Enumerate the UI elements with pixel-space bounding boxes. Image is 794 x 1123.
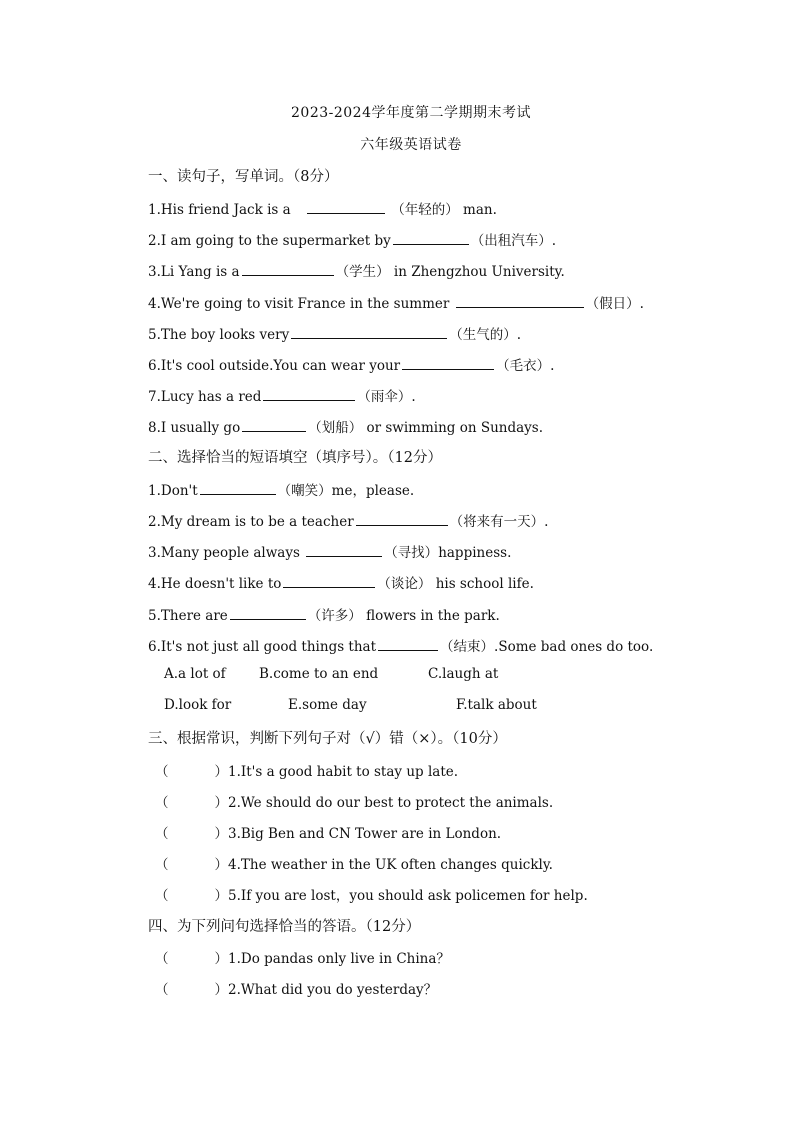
question-text: 1.It's a good habit to stay up late. (228, 764, 459, 780)
question-text: 5.The boy looks very (148, 327, 290, 343)
question-text: 4.We're going to visit France in the summer (148, 296, 450, 312)
answer-paren-close: ） (214, 795, 228, 811)
question-text: 3.Li Yang is a (148, 264, 240, 280)
option-c: C.laugh at (428, 666, 499, 682)
answer-paren-close: ） (214, 951, 228, 967)
s3-question-1 (155, 760, 458, 780)
question-text: 3.Many people always (148, 545, 300, 561)
s2-question-5 (148, 604, 500, 624)
answer-paren-close: ） (214, 857, 228, 873)
question-text: 6.It's cool outside.You can wear your (148, 358, 401, 374)
hint-text: （毛衣） (496, 358, 551, 374)
question-text: . (516, 327, 522, 343)
question-text: . (551, 233, 557, 249)
answer-paren-close: ） (214, 982, 228, 998)
answer-blank[interactable] (378, 636, 438, 651)
question-text: 5.If you are lost，you should ask policemen for help. (228, 888, 588, 904)
s1-question-7 (148, 385, 416, 405)
answer-blank[interactable] (283, 573, 375, 588)
s1-question-4 (148, 292, 644, 312)
answer-blank[interactable] (306, 542, 382, 557)
hint-text: （谈论） (377, 576, 432, 592)
answer-blank[interactable] (393, 230, 469, 245)
hint-text: （寻找） (384, 545, 439, 561)
answer-paren-open: （ (155, 982, 169, 998)
question-text: 4.The weather in the UK often changes quickly. (228, 857, 553, 873)
question-text: his school life. (435, 576, 534, 592)
answer-paren-open: （ (155, 951, 169, 967)
question-text: 5.There are (148, 608, 228, 624)
question-text: flowers in the park. (366, 608, 500, 624)
option-f: F.talk about (456, 697, 537, 713)
s3-question-3 (155, 822, 501, 842)
answer-blank[interactable] (456, 293, 584, 308)
answer-paren-close: ） (214, 888, 228, 904)
answer-blank[interactable] (356, 511, 448, 526)
answer-paren-close: ） (214, 826, 228, 842)
exam-subtitle: 六年级英语试卷 (360, 137, 462, 153)
option-d: D.look for (164, 697, 232, 713)
s1-question-8 (148, 416, 543, 436)
answer-paren-close: ） (214, 764, 228, 780)
question-text: .Some bad ones do too. (494, 639, 654, 655)
s3-question-5 (155, 884, 588, 904)
answer-paren-open: （ (155, 857, 169, 873)
question-text: 2.I am going to the supermarket by (148, 233, 391, 249)
answer-paren-open: （ (155, 826, 169, 842)
option-e: E.some day (288, 697, 367, 713)
answer-blank[interactable] (263, 386, 355, 401)
question-text: . (544, 514, 549, 530)
hint-text: （年轻的） (391, 202, 459, 218)
question-text: . (411, 389, 416, 405)
s3-question-2 (155, 791, 553, 811)
answer-blank[interactable] (307, 199, 385, 214)
s2-question-4 (148, 572, 534, 592)
s1-question-3 (148, 260, 565, 280)
section2-heading: 二、选择恰当的短语填空（填序号）。（12分） (148, 450, 442, 466)
s1-question-5 (148, 323, 521, 343)
question-text: in Zhengzhou University. (393, 264, 565, 280)
section3-heading: 三、根据常识，判断下列句子对（√）错（×）。（10分） (148, 731, 507, 747)
question-text: man. (463, 202, 497, 218)
hint-text: （嘲笑） (277, 483, 332, 499)
question-text: . (639, 296, 644, 312)
question-text: 2.We should do our best to protect the animals. (228, 795, 554, 811)
option-a: A.a lot of (164, 666, 226, 682)
answer-blank[interactable] (402, 355, 494, 370)
hint-text: （结束） (440, 639, 495, 655)
answer-blank[interactable] (230, 605, 306, 620)
hint-text: （许多） (307, 608, 362, 624)
s2-question-2 (148, 510, 548, 530)
question-text: happiness. (438, 545, 512, 561)
exam-title: 2023-2024学年度第二学期期末考试 (291, 105, 531, 121)
s1-question-2 (148, 229, 556, 249)
answer-blank[interactable] (291, 324, 447, 339)
option-b: B.come to an end (259, 666, 379, 682)
s4-question-2 (155, 978, 437, 998)
answer-blank[interactable] (242, 417, 306, 432)
question-text: 1.Do pandas only live in China？ (228, 951, 450, 967)
question-text: 8.I usually go (148, 420, 241, 436)
hint-text: （出租汽车） (470, 233, 552, 249)
question-text: 6.It's not just all good things that (148, 639, 377, 655)
s3-question-4 (155, 853, 553, 873)
s2-question-6 (148, 635, 653, 655)
section4-heading: 四、为下列问句选择恰当的答语。（12分） (148, 919, 421, 935)
s4-question-1 (155, 947, 450, 967)
question-text: 1.His friend Jack is a (148, 202, 291, 218)
s2-question-3 (148, 541, 511, 561)
hint-text: （生气的） (449, 327, 517, 343)
question-text: 1.Don't (148, 483, 198, 499)
answer-paren-open: （ (155, 764, 169, 780)
question-text: 2.What did you do yesterday？ (228, 982, 438, 998)
hint-text: （学生） (335, 264, 390, 280)
hint-text: （雨伞） (357, 389, 412, 405)
question-text: or swimming on Sundays. (366, 420, 544, 436)
question-text: 7.Lucy has a red (148, 389, 262, 405)
section1-heading: 一、读句子，写单词。（8分） (148, 169, 339, 185)
hint-text: （划船） (308, 420, 363, 436)
hint-text: （将来有一天） (449, 514, 545, 530)
answer-blank[interactable] (242, 261, 334, 276)
question-text: . (550, 358, 555, 374)
question-text: 4.He doesn't like to (148, 576, 282, 592)
question-text: 3.Big Ben and CN Tower are in London. (228, 826, 502, 842)
answer-blank[interactable] (200, 480, 276, 495)
answer-paren-open: （ (155, 795, 169, 811)
s1-question-6 (148, 354, 554, 374)
question-text: 2.My dream is to be a teacher (148, 514, 354, 530)
question-text: me，please. (331, 483, 415, 499)
answer-paren-open: （ (155, 888, 169, 904)
hint-text: （假日） (585, 296, 640, 312)
s1-question-1 (148, 198, 497, 218)
s2-question-1 (148, 479, 414, 499)
